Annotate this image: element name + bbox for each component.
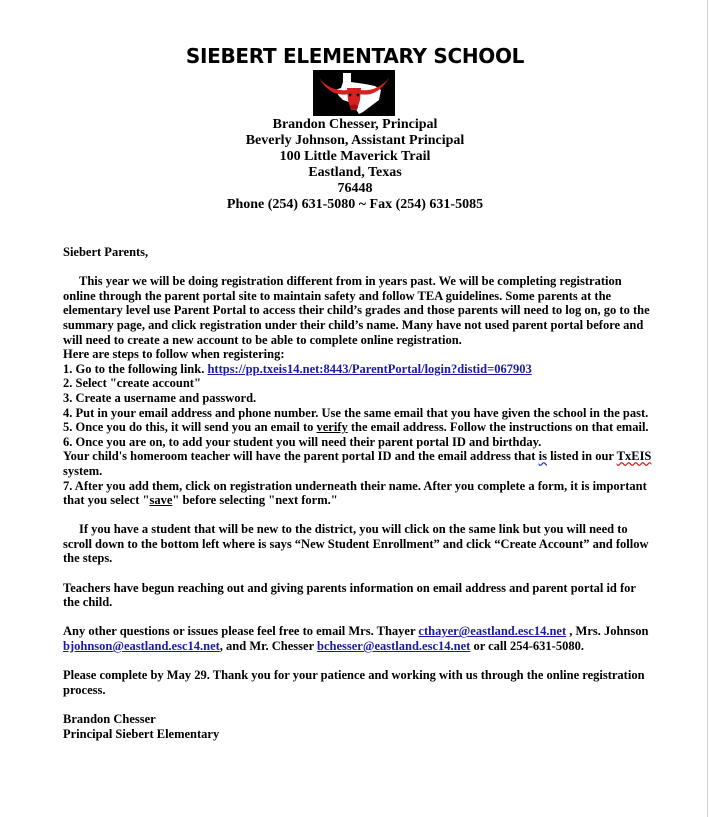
- city-state-line: Eastland, Texas: [308, 165, 402, 180]
- step-5-verify: verify: [316, 420, 348, 435]
- principal-line: Brandon Chesser, Principal: [272, 117, 438, 132]
- school-title: SIEBERT ELEMENTARY SCHOOL: [185, 44, 525, 68]
- step-5-text-a: 5. Once you do this, it will send you an email to: [63, 420, 317, 435]
- signature-title: Principal Siebert Elementary: [63, 726, 220, 741]
- step-1-text: 1. Go to the following link.: [63, 361, 208, 376]
- step-6-note-txeis: TxEIS: [616, 449, 652, 464]
- step-7-text-b: " before selecting "next form.": [172, 493, 338, 508]
- contact-paragraph: [63, 624, 653, 653]
- street-line: 100 Little Maverick Trail: [279, 149, 431, 164]
- step-7-text-a: 7. After you add them, click on registration underneath their name. After you complete a form, it is important that you select ": [63, 478, 647, 508]
- new-student-paragraph: If you have a student that will be new to the district, you will click on the same link but you will need to scroll down to the bottom left where is says “New Student Enrollment” and click “Create Account” and follow the steps.: [63, 522, 649, 566]
- step-7: [63, 479, 653, 508]
- step-6: 6. Once you are on, to add your student you will need their parent portal ID and birthday.: [63, 434, 542, 449]
- step-5: [63, 420, 653, 435]
- closing-paragraph: Please complete by May 29. Thank you for your patience and working with us through the online registration process.: [63, 668, 645, 697]
- steps-intro: Here are steps to follow when registering:: [63, 347, 285, 362]
- contact-text-c: , and Mr. Chesser: [219, 639, 318, 654]
- contact-text-d: or call 254-631-5080.: [470, 639, 584, 654]
- step-4: 4. Put in your email address and phone number. Use the same email that you have given the school in the past.: [63, 405, 649, 420]
- step-6-note-c: system.: [63, 463, 103, 478]
- zip-line: 76448: [337, 181, 373, 196]
- step-3: 3. Create a username and password.: [63, 390, 257, 405]
- phone-fax-line: Phone (254) 631-5080 ~ Fax (254) 631-5085: [226, 197, 484, 212]
- signature-name: Brandon Chesser: [63, 712, 156, 726]
- email-johnson-link[interactable]: bjohnson@eastland.esc14.net: [63, 639, 220, 654]
- parent-portal-link[interactable]: https://pp.txeis14.net:8443/ParentPortal/login?distid=067903: [207, 361, 532, 376]
- step-6-note-a: Your child's homeroom teacher will have the parent portal ID and the email address that: [63, 449, 539, 464]
- email-thayer-link[interactable]: cthayer@eastland.esc14.net: [418, 624, 567, 639]
- step-7-save: save: [149, 493, 173, 508]
- greeting: Siebert Parents,: [63, 245, 149, 259]
- step-5-text-b: the email address. Follow the instructions on that email.: [347, 420, 649, 435]
- step-1: [63, 362, 653, 377]
- contact-text-b: , Mrs. Johnson: [566, 624, 649, 639]
- longhorn-texas-logo-icon: [313, 70, 395, 116]
- school-contact-block: [0, 117, 710, 213]
- intro-paragraph: This year we will be doing registration different from in years past. We will be completing registration online through the parent portal site to maintain safety and follow TEA guidelines. Some parents at the elementary level use Parent Portal to access their child’s grades and those parents will need to log on, go to the summary page, and click registration under their child’s name. Many have not used parent portal before and will need to create a new account to be able to complete online registration.: [63, 274, 650, 347]
- email-chesser-link[interactable]: bchesser@eastland.esc14.net: [317, 639, 471, 654]
- teachers-paragraph: Teachers have begun reaching out and giving parents information on email address and parent portal id for the child.: [63, 580, 636, 610]
- step-6-note-b: listed in our: [546, 449, 617, 464]
- step-2: 2. Select "create account": [63, 376, 201, 391]
- step-6-note-is: is: [538, 449, 547, 464]
- letter-body: [63, 245, 653, 741]
- assistant-principal-line: Beverly Johnson, Assistant Principal: [245, 133, 465, 148]
- contact-text-a: Any other questions or issues please feel free to email Mrs. Thayer: [63, 624, 419, 639]
- step-6-note: [63, 449, 653, 478]
